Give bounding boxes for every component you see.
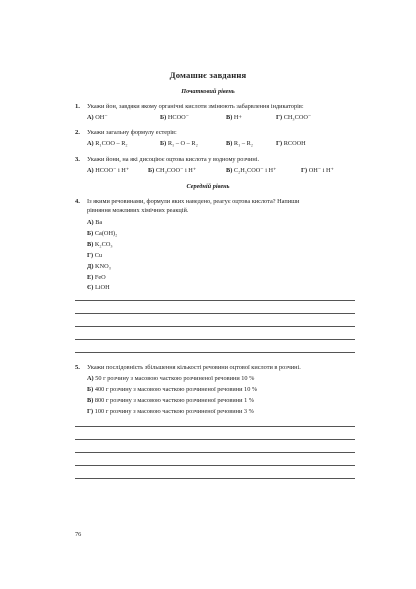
option-letter: Є) bbox=[87, 284, 94, 291]
option-text: 50 г розчину з масовою часткою розчиненої речовини 10 % bbox=[95, 375, 255, 382]
question-3-number: 3. bbox=[75, 156, 80, 163]
option-letter: Г) bbox=[301, 167, 308, 174]
option-text: R₁ – R₂ bbox=[233, 140, 253, 147]
option-text: HCOO⁻ bbox=[167, 114, 190, 121]
answer-line[interactable] bbox=[75, 326, 355, 327]
question-5-option-d bbox=[87, 408, 254, 415]
question-4-option-e bbox=[87, 263, 111, 270]
option-text: HCOO⁻ і H⁺ bbox=[95, 167, 130, 174]
page-number: 76 bbox=[75, 531, 82, 538]
option-letter: Г) bbox=[276, 114, 283, 121]
option-letter: А) bbox=[87, 140, 94, 147]
option-text: LiOH bbox=[94, 284, 110, 291]
question-4-text-line1: Із якими речовинами, формули яких наведено, реагує оцтова кислота? Напиши bbox=[87, 198, 300, 205]
option-text: Cu bbox=[94, 252, 103, 259]
option-letter: Г) bbox=[87, 252, 94, 259]
option-text: CH₃COO⁻ і H⁺ bbox=[155, 167, 197, 174]
question-4-option-c bbox=[87, 241, 113, 248]
question-2-text: Укажи загальну формулу естерів: bbox=[87, 129, 177, 136]
question-3-option-c bbox=[226, 167, 276, 174]
question-4-number: 4. bbox=[75, 198, 80, 205]
option-text: R₁ – O – R₂ bbox=[167, 140, 198, 147]
answer-line[interactable] bbox=[75, 452, 355, 453]
question-4-option-b bbox=[87, 230, 117, 237]
answer-line[interactable] bbox=[75, 426, 355, 427]
question-5-option-a bbox=[87, 375, 254, 382]
question-2-option-c bbox=[226, 140, 253, 147]
option-text: CH₃COO⁻ bbox=[283, 114, 312, 121]
option-letter: Д) bbox=[87, 263, 94, 270]
option-letter: В) bbox=[226, 114, 233, 121]
option-letter: Б) bbox=[160, 114, 167, 121]
option-letter: В) bbox=[87, 241, 94, 248]
option-text: Ca(OH)₂ bbox=[94, 230, 118, 237]
option-letter: А) bbox=[87, 167, 94, 174]
option-letter: В) bbox=[226, 167, 233, 174]
question-2-option-b bbox=[160, 140, 198, 147]
section-heading-basic: Початковий рівень bbox=[181, 88, 235, 95]
option-letter: Г) bbox=[276, 140, 283, 147]
option-text: R₁COO – R₂ bbox=[95, 140, 128, 147]
question-4-option-a bbox=[87, 219, 102, 226]
question-1-option-d bbox=[276, 114, 311, 121]
option-letter: Б) bbox=[87, 386, 94, 393]
question-5-text: Укажи послідовність збільшення кількості речовини оцтової кислоти в розчині. bbox=[87, 364, 301, 371]
question-4-option-d bbox=[87, 252, 102, 259]
question-4-text-line2: рівняння можливих хімічних реакцій. bbox=[87, 207, 189, 214]
option-text: 800 г розчину з масовою часткою розчиненої речовини 1 % bbox=[94, 397, 255, 404]
option-letter: Б) bbox=[160, 140, 167, 147]
question-3-text: Укажи йони, на які дисоціює оцтова кислота у водному розчині. bbox=[87, 156, 260, 163]
answer-line[interactable] bbox=[75, 439, 355, 440]
question-5-number: 5. bbox=[75, 364, 80, 371]
question-1-text: Укажи йон, завдяки якому органічні кислоти змінюють забарвлення індикаторів: bbox=[87, 103, 304, 110]
option-text: Ba bbox=[95, 219, 103, 226]
question-1-option-c bbox=[226, 114, 242, 121]
option-text: KNO₃ bbox=[95, 263, 111, 270]
question-5-option-b bbox=[87, 386, 257, 393]
option-text: RCOOH bbox=[283, 140, 306, 147]
option-text: K₂CO₃ bbox=[94, 241, 113, 248]
question-2-number: 2. bbox=[75, 129, 80, 136]
option-letter: Г) bbox=[87, 408, 94, 415]
option-text: FeO bbox=[94, 274, 106, 281]
option-text: 400 г розчину з масовою часткою розчиненої речовини 10 % bbox=[94, 386, 258, 393]
question-1-number: 1. bbox=[75, 103, 80, 110]
question-1-option-a bbox=[87, 114, 108, 121]
option-letter: А) bbox=[87, 219, 94, 226]
answer-line[interactable] bbox=[75, 313, 355, 314]
question-1-option-b bbox=[160, 114, 189, 121]
question-4-option-f bbox=[87, 274, 106, 281]
page-title: Домашнє завдання bbox=[169, 70, 247, 80]
question-5-option-c bbox=[87, 397, 254, 404]
question-3-option-d bbox=[301, 167, 334, 174]
option-text: OH⁻ і H⁺ bbox=[308, 167, 334, 174]
answer-line[interactable] bbox=[75, 478, 355, 479]
option-letter: В) bbox=[87, 397, 94, 404]
option-letter: В) bbox=[226, 140, 233, 147]
answer-line[interactable] bbox=[75, 300, 355, 301]
option-text: 100 г розчину з масовою часткою розчиненої речовини 3 % bbox=[94, 408, 254, 415]
question-3-option-a bbox=[87, 167, 129, 174]
section-heading-middle: Середній рівень bbox=[186, 183, 230, 190]
option-letter: Е) bbox=[87, 274, 94, 281]
answer-line[interactable] bbox=[75, 465, 355, 466]
option-letter: А) bbox=[87, 375, 94, 382]
option-text: H+ bbox=[233, 114, 242, 121]
option-text: C₂H₅COO⁻ і H⁺ bbox=[233, 167, 277, 174]
option-letter: А) bbox=[87, 114, 94, 121]
option-letter: Б) bbox=[148, 167, 155, 174]
option-letter: Б) bbox=[87, 230, 94, 237]
answer-line[interactable] bbox=[75, 339, 355, 340]
question-4-option-g bbox=[87, 284, 110, 291]
option-text: OH⁻ bbox=[95, 114, 108, 121]
answer-line[interactable] bbox=[75, 352, 355, 353]
question-3-option-b bbox=[148, 167, 196, 174]
question-2-option-d bbox=[276, 140, 306, 147]
question-2-option-a bbox=[87, 140, 128, 147]
